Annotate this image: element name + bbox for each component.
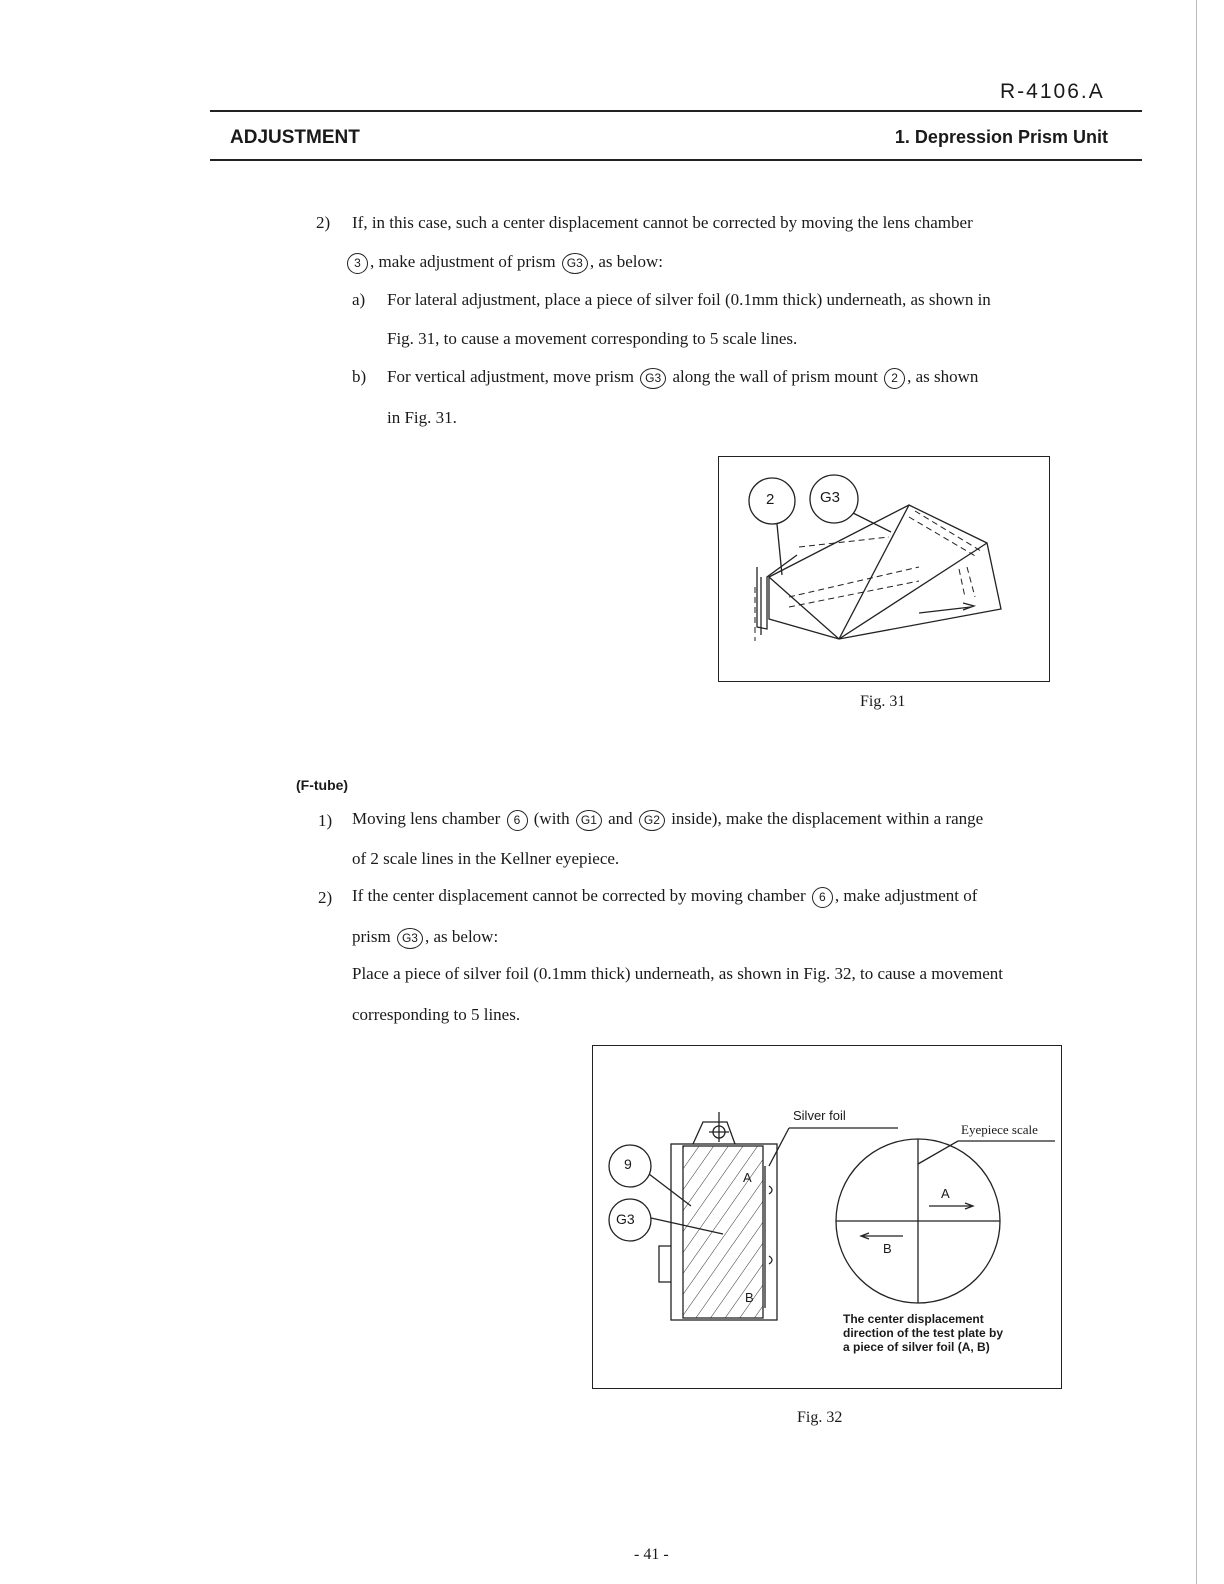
fig32-note-line-2: direction of the test plate by xyxy=(843,1326,1004,1340)
ft-step-2-line-3: Place a piece of silver foil (0.1mm thick) underneath, as shown in Fig. 32, to cause a movement xyxy=(352,964,1004,983)
ft2-pre: If the center displacement cannot be corrected by moving chamber xyxy=(352,886,806,905)
ref-6-marker: 6 xyxy=(812,887,833,908)
step-2-line-1: If, in this case, such a center displacement cannot be corrected by moving the lens chamber xyxy=(352,213,973,232)
ft2-end: , make adjustment of xyxy=(834,886,978,905)
ref-3-marker: 3 xyxy=(347,253,368,274)
step-2a-number: a) xyxy=(352,290,366,309)
fig32-note-line-3: a piece of silver foil (A, B) xyxy=(843,1340,990,1354)
ref-g1-marker: G1 xyxy=(576,810,602,831)
fig32-mount-label-a: A xyxy=(743,1170,752,1185)
ft1-and: and xyxy=(608,809,633,828)
ft-step-1-line-1 xyxy=(352,809,983,831)
step-2b-mid: along the wall of prism mount xyxy=(672,367,878,386)
ft-step-2-line-1 xyxy=(352,886,977,908)
fig31-label-2: 2 xyxy=(766,491,775,508)
ref-2-marker: 2 xyxy=(884,368,905,389)
fig32-label-9: 9 xyxy=(624,1156,632,1172)
ref-g2-marker: G2 xyxy=(639,810,665,831)
ft-step-2-line-2 xyxy=(352,927,498,949)
ft1-with: (with xyxy=(533,809,570,828)
fig32-silver-foil-label: Silver foil xyxy=(793,1108,846,1123)
header-rule-top xyxy=(210,110,1142,112)
fig32-eyepiece-scale-label: Eyepiece scale xyxy=(961,1122,1038,1137)
ft-step-1-number: 1) xyxy=(318,811,333,830)
fig32-mount-label-b: B xyxy=(745,1290,754,1305)
step-2-number: 2) xyxy=(316,213,331,232)
subsection-title: 1. Depression Prism Unit xyxy=(894,127,1108,147)
ft1-pre: Moving lens chamber xyxy=(352,809,501,828)
ftube-heading: (F-tube) xyxy=(296,777,349,793)
fig31-label-g3: G3 xyxy=(820,489,841,506)
step-2-line-2-text: , make adjustment of prism xyxy=(370,252,556,271)
fig32-label-g3: G3 xyxy=(616,1211,635,1227)
fig32-note-line-1: The center displacement xyxy=(843,1312,984,1326)
step-2b-pre: For vertical adjustment, move prism xyxy=(387,367,634,386)
ref-g3-marker: G3 xyxy=(397,928,423,949)
figure-32 xyxy=(592,1045,1062,1389)
ft-step-1-line-2: of 2 scale lines in the Kellner eyepiece. xyxy=(352,849,620,868)
ft1-end: inside), make the displacement within a range xyxy=(671,809,984,828)
ref-g3-marker: G3 xyxy=(640,368,666,389)
figure-31 xyxy=(718,456,1050,682)
fig32-scale-label-a: A xyxy=(941,1186,950,1201)
ft-step-2-line-4: corresponding to 5 lines. xyxy=(352,1005,521,1024)
step-2b-number: b) xyxy=(352,367,367,386)
figure-32-caption: Fig. 32 xyxy=(797,1409,843,1426)
page-number: - 41 - xyxy=(634,1546,669,1563)
ft2-l2-pre: prism xyxy=(352,927,391,946)
step-2a-line-2: Fig. 31, to cause a movement corresponding to 5 scale lines. xyxy=(387,329,798,348)
page-edge-line xyxy=(1196,0,1197,1584)
step-2a-line-1: For lateral adjustment, place a piece of silver foil (0.1mm thick) underneath, as shown in xyxy=(387,290,991,309)
ft2-l2-end: , as below: xyxy=(424,927,499,946)
header-rule-bottom xyxy=(210,159,1142,161)
fig32-scale-label-b: B xyxy=(883,1241,892,1256)
ft-step-2-number: 2) xyxy=(318,888,333,907)
figure-31-caption: Fig. 31 xyxy=(860,693,906,710)
ref-g3-marker: G3 xyxy=(562,253,588,274)
ref-6-marker: 6 xyxy=(507,810,528,831)
step-2-line-2 xyxy=(345,252,663,274)
step-2b-line-1 xyxy=(387,367,978,389)
step-2-line-2-end: , as below: xyxy=(589,252,663,271)
step-2b-end: , as shown xyxy=(907,367,979,386)
document-number: R-4106.A xyxy=(1000,80,1105,103)
fig32-note xyxy=(843,1312,1003,1354)
step-2b-line-2: in Fig. 31. xyxy=(387,408,457,427)
section-title: ADJUSTMENT xyxy=(230,127,360,148)
